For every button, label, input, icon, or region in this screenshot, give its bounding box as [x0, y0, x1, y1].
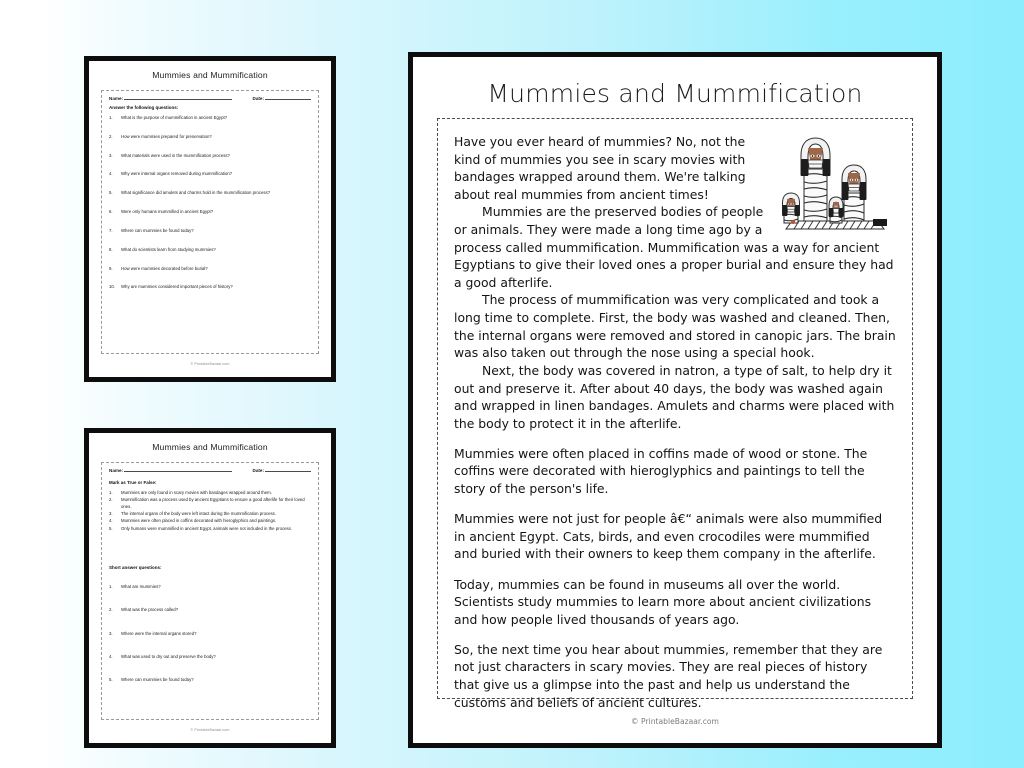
date-label: Date: [252, 96, 264, 101]
reading-passage-page[interactable] [408, 52, 942, 748]
tf-number: 4. [109, 518, 113, 524]
sa-number: 3. [109, 630, 113, 636]
date-label: Date: [252, 468, 264, 473]
worksheet-questions-page[interactable] [84, 56, 336, 382]
q-number: 7. [109, 227, 113, 233]
list-item [109, 490, 311, 496]
q-number: 2. [109, 133, 113, 139]
passage-paragraph-2: Mummies are the preserved bodies of people or animals. They were made a long time ago by a process called mummification. Mummification was a way for ancient Egyptians to give their loved ones a proper burial and ensure they had a good afterlife. [454, 204, 894, 290]
q-text: How were mummies prepared for preservation? [121, 133, 212, 139]
q-text: What significance did amulets and charms hold in the mummification process? [121, 190, 271, 196]
q-text: What materials were used in the mummification process? [121, 152, 230, 158]
q-text: Why are mummies considered important pieces of history? [121, 284, 233, 290]
list-item [109, 115, 311, 121]
answer-questions-heading: Answer the following questions: [109, 105, 179, 110]
q-number: 6. [109, 209, 113, 215]
true-false-heading: Mark as True or False: [109, 480, 157, 485]
passage-content-box [437, 118, 913, 710]
list-item [109, 631, 311, 637]
date-input-rule[interactable] [265, 99, 311, 100]
date-field[interactable] [253, 468, 312, 473]
q-text: How were mummies decorated before burial? [121, 265, 208, 271]
list-item [109, 511, 311, 517]
list-item [109, 284, 311, 290]
q-text: What do scientists learn from studying mummies? [121, 246, 216, 252]
tf-number: 5. [109, 525, 113, 531]
name-date-row [109, 96, 311, 101]
name-date-row [109, 468, 311, 473]
list-item [109, 584, 311, 590]
short-answer-heading: Short answer questions: [109, 565, 162, 571]
tf-number: 2. [109, 497, 113, 503]
list-item [109, 190, 311, 196]
list-item [109, 266, 311, 272]
q-text: What is the purpose of mummification in ancient Egypt? [121, 115, 228, 120]
q-number: 9. [109, 265, 113, 271]
sa-text: What are mummies? [121, 584, 161, 590]
tf-text: The internal organs of the body were left intact during the mummification process. [121, 511, 277, 517]
sa-number: 5. [109, 676, 113, 682]
list-item [109, 654, 311, 660]
date-input-rule[interactable] [265, 471, 311, 472]
page-title: Mummies and Mummification [487, 79, 863, 108]
sa-text: What was the process called? [121, 607, 179, 613]
sa-number: 4. [109, 653, 113, 659]
name-input-rule[interactable] [124, 471, 232, 472]
worksheet-questions-title: Mummies and Mummification [152, 70, 268, 80]
date-field[interactable] [253, 96, 312, 101]
name-label: Name: [109, 96, 124, 101]
sa-number: 1. [109, 584, 113, 590]
passage-paragraph-8: So, the next time you hear about mummies, remember that they are not just characters in scary movies. They are real pieces of history that give us a glimpse into the past and help us understand the customs and beliefs of ancient cultures. [454, 641, 883, 710]
tf-number: 3. [109, 511, 113, 517]
tf-text: Mummies are only found in scary movies with bandages wrapped around them. [121, 490, 272, 495]
list-item [109, 497, 311, 509]
name-field[interactable] [109, 96, 232, 101]
passage-paragraph-3: The process of mummification was very complicated and took a long time to complete. First, the body was washed and cleaned. Then, the internal organs were removed and stored in canopic jars. The brain was also taken out through the nose using a special hook. [454, 292, 896, 361]
passage-paragraph-6: Mummies were not just for people â€“ animals were also mummified in ancient Egypt. Cats, birds, and even crocodiles were mummified and buried with their owners to keep them company in the afterlife. [454, 511, 883, 562]
sa-text: What was used to dry out and preserve the body? [121, 653, 216, 659]
mummies-illustration-icon [774, 133, 896, 233]
questions-list [109, 115, 311, 291]
tf-text: Only humans were mummified in ancient Egypt, animals were not included in the process. [121, 525, 293, 531]
q-text: Where can mummies be found today? [121, 227, 194, 233]
passage-paragraph-4: Next, the body was covered in natron, a type of salt, to help dry it out and preserve it. After about 40 days, the body was washed again and wrapped in linen bandages. Amulets and charms were placed with the body to protect it in the afterlife. [454, 362, 895, 431]
sa-text: Where can mummies be found today? [121, 676, 194, 682]
passage-credit: © PrintableBazaar.com [631, 717, 719, 726]
list-item [109, 171, 311, 177]
worksheet-truefalse-page[interactable] [84, 428, 336, 748]
name-field[interactable] [109, 468, 232, 473]
q-number: 1. [109, 115, 113, 120]
list-item [109, 134, 311, 140]
list-item [109, 607, 311, 613]
tf-text: Mummies were often placed in coffins decorated with hieroglyphics and paintings. [121, 518, 277, 524]
q-text: Were only humans mummified in ancient Egypt? [121, 209, 214, 215]
list-item [109, 209, 311, 215]
q-number: 4. [109, 171, 113, 177]
passage-paragraph-1: Have you ever heard of mummies? No, not the kind of mummies you see in scary movies with bandages wrapped around them. We're talking about real mummies from ancient times! [454, 134, 746, 202]
passage-paragraph-5: Mummies were often placed in coffins made of wood or stone. The coffins were decorated with hieroglyphics and paintings to tell the story of the person's life. [454, 445, 868, 497]
worksheet-truefalse-credit: © PrintableBazaar.com [190, 728, 230, 732]
list-item [109, 247, 311, 253]
list-item [109, 526, 311, 532]
q-number: 3. [109, 152, 113, 158]
short-answer-list [109, 584, 311, 683]
sa-text: Where were the internal organs stored? [121, 630, 197, 636]
list-item [109, 153, 311, 159]
worksheet-truefalse-content-box [101, 462, 319, 720]
worksheet-truefalse-title: Mummies and Mummification [152, 442, 268, 452]
tf-text: Mummification was a process used by ancient Egyptians to ensure a good afterlife for their loved ones. [121, 497, 305, 509]
list-item [109, 518, 311, 524]
name-label: Name: [109, 468, 124, 473]
name-input-rule[interactable] [124, 99, 232, 100]
tf-number: 1. [109, 490, 113, 495]
passage-paragraph-7: Today, mummies can be found in museums all over the world. Scientists study mummies to learn more about ancient civilizations and how people lived thousands of years ago. [454, 576, 872, 627]
q-text: Why were internal organs removed during mummification? [121, 171, 233, 177]
sa-number: 2. [109, 607, 113, 613]
q-number: 10. [109, 284, 115, 290]
list-item [109, 228, 311, 234]
worksheet-questions-credit: © PrintableBazaar.com [190, 362, 230, 366]
worksheet-questions-content-box [101, 90, 319, 354]
true-false-list [109, 490, 311, 532]
q-number: 8. [109, 246, 113, 252]
list-item [109, 677, 311, 683]
q-number: 5. [109, 190, 113, 196]
